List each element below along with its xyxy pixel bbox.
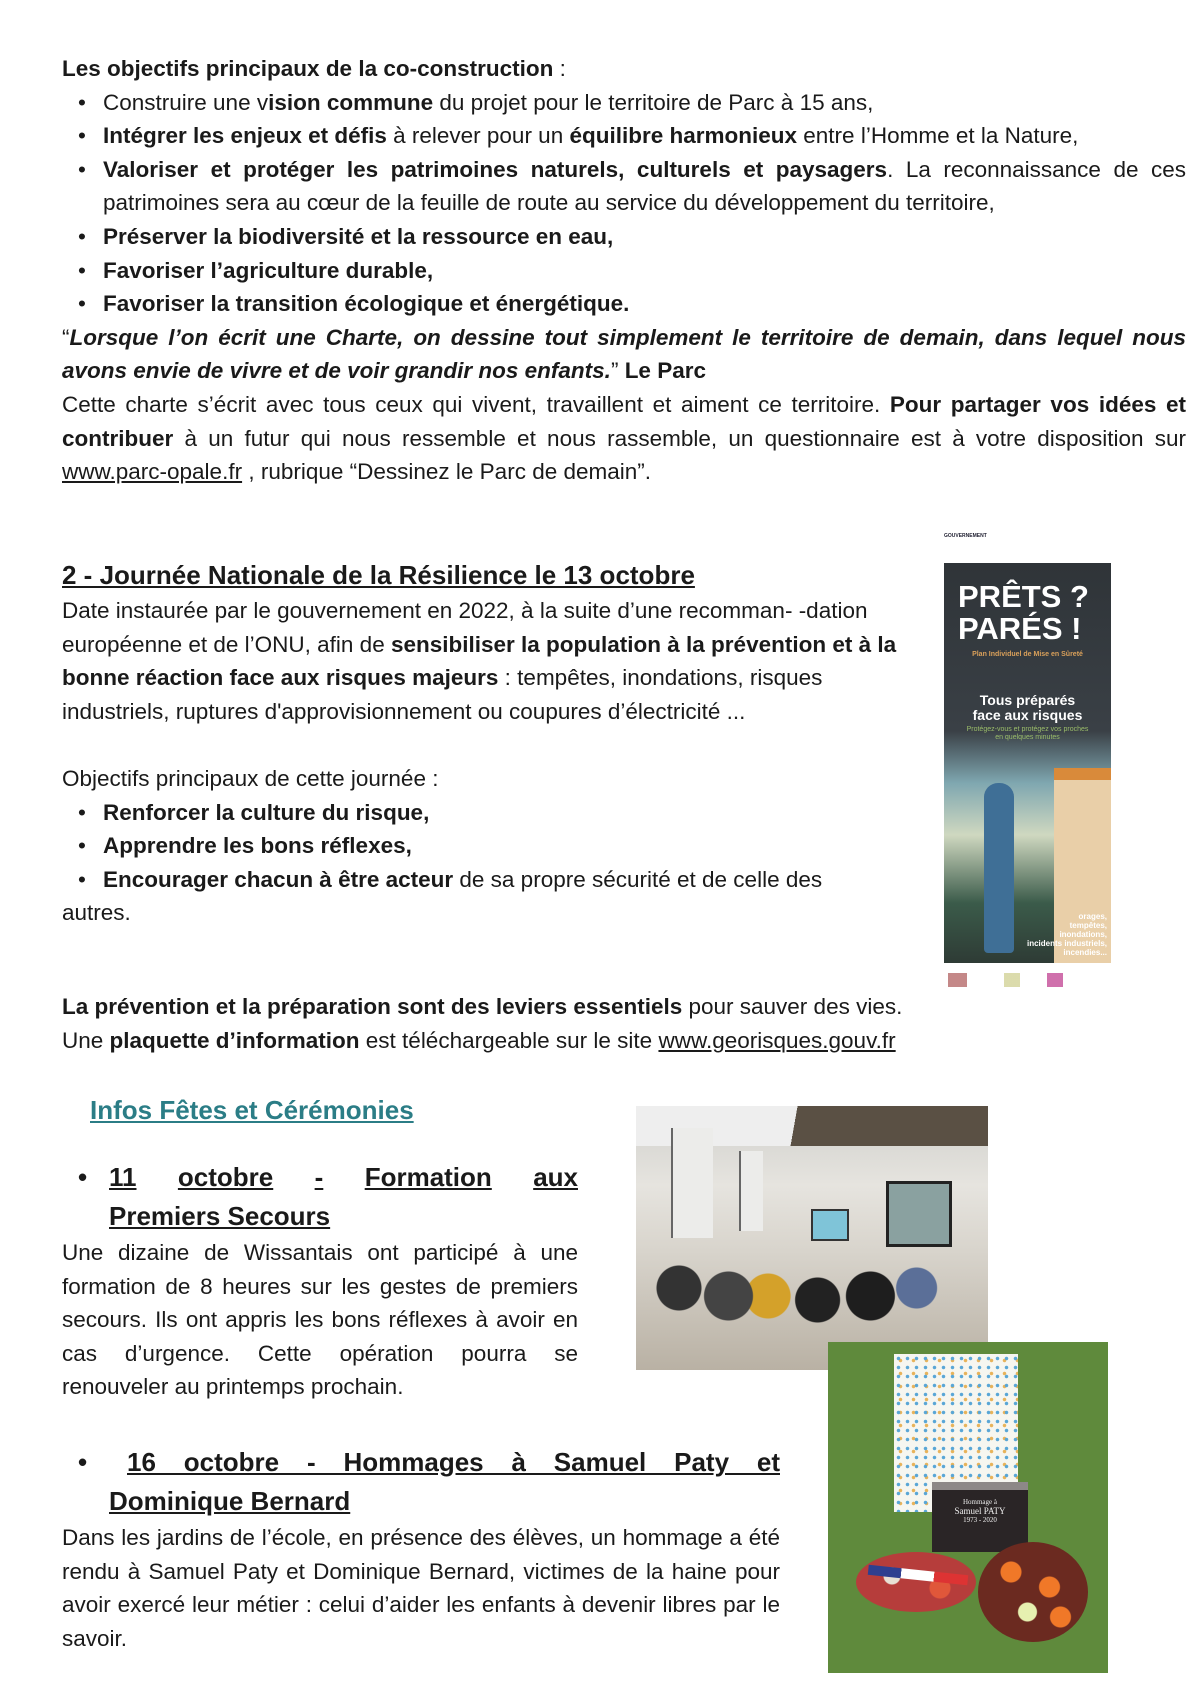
- poster-title: PRÊTS ? PARÉS !: [958, 579, 1089, 646]
- text-segment: du projet pour le territoire de Parc à 15 ans,: [433, 89, 874, 115]
- resilience-objectives: [62, 796, 902, 897]
- text-segment: plaquette d’information: [109, 1027, 360, 1053]
- link[interactable]: www.georisques.gouv.fr: [658, 1027, 896, 1053]
- text-segment: Valoriser et protéger les patrimoines naturels, culturels et paysagers: [103, 156, 888, 182]
- poster-subtitle: Plan Individuel de Mise en Sûreté: [972, 651, 1083, 658]
- text-segment: Date instaurée par le gouvernement en 2022, à la suite d’une recomman- -dation européenne et de l’ONU, afin de: [62, 598, 868, 657]
- text-segment: Les objectifs principaux de la co-construction: [62, 56, 554, 81]
- text-segment: Favoriser l’agriculture durable,: [103, 257, 434, 283]
- partner-logos: [948, 973, 1108, 987]
- parc-quote: [62, 321, 1186, 388]
- prets-pares-poster: [944, 533, 1120, 995]
- text-segment: La prévention et la préparation sont des leviers essentiels: [62, 994, 683, 1019]
- event-premiers-secours: [62, 1158, 578, 1404]
- section-title: Infos Fêtes et Cérémonies: [90, 1095, 414, 1125]
- gov-logo: GOUVERNEMENT: [944, 533, 987, 539]
- flower-bouquet: [978, 1542, 1088, 1642]
- list-item: [62, 863, 902, 897]
- event-title: • 11 octobre - Formation aux Premiers Secours: [78, 1162, 578, 1231]
- event-title: • 16 octobre - Hommages à Samuel Paty et Dominique Bernard: [78, 1447, 780, 1516]
- text-segment: Renforcer la culture du risque,: [103, 799, 430, 825]
- prevention-closing: [62, 990, 1162, 1057]
- text-segment: à un futur qui nous ressemble et nous rassemble, un questionnaire est à votre disposition sur: [173, 425, 1186, 451]
- text-segment: . La reconnaissance de ces patrimoines sera au cœur de la feuille de route au service du développement du territoire,: [103, 156, 1186, 216]
- list-item: [62, 153, 1186, 220]
- objectives-list: [62, 86, 1186, 321]
- text-segment: Une: [62, 1027, 110, 1053]
- text-segment: de sa propre sécurité et de celle des: [453, 866, 823, 892]
- link[interactable]: www.parc-opale.fr: [62, 459, 243, 485]
- charte-paragraph: [62, 388, 1186, 489]
- list-item: [62, 119, 1186, 153]
- text-segment: Apprendre les bons réflexes,: [103, 833, 412, 859]
- text-segment: sensibiliser la population à la prévention et à la bonne réaction face aux risques majeurs: [62, 631, 897, 691]
- event-text: Dans les jardins de l’école, en présence des élèves, un hommage a été rendu à Samuel Paty et Dominique Bernard, victimes de la haine pour avoir exercé leur métier : celui d’aider les enfants à devenir libres par le savoir.: [62, 1525, 780, 1651]
- formation-photo: [636, 1106, 988, 1370]
- text-segment: , rubrique “Dessinez le Parc de demain”.: [242, 459, 652, 485]
- event-hommages: [62, 1443, 780, 1655]
- poster-illustration: [944, 563, 1111, 963]
- list-item: [62, 220, 1186, 254]
- memorial-plaque: Hommage à Samuel PATY 1973 - 2020: [932, 1482, 1028, 1552]
- poster-sub: Protégez-vous et protégez vos proches en quelques minutes: [966, 726, 1089, 741]
- poster-tagline: Tous préparés face aux risques: [972, 692, 1083, 723]
- list-item: [62, 287, 1186, 321]
- event-text: Une dizaine de Wissantais ont participé à une formation de 8 heures sur les gestes de premiers secours. Ils ont appris les bons réflexes à avoir en cas d’urgence. Cette opération pourra se renouveler au printemps prochain.: [62, 1240, 578, 1400]
- closing-line: [62, 990, 1162, 1024]
- resilience-intro: [62, 594, 902, 728]
- text-segment: :: [553, 56, 566, 81]
- text-segment: Construire une v: [103, 89, 269, 115]
- section-title: 2 - Journée Nationale de la Résilience le 13 octobre: [62, 560, 695, 590]
- text-segment: équilibre harmonieux: [569, 123, 798, 149]
- text-segment: Favoriser la transition écologique et énergétique.: [103, 291, 630, 317]
- list-item: [62, 86, 1186, 120]
- text-segment: Pour partager vos idées et contribuer: [62, 391, 1186, 451]
- text-segment: “: [62, 324, 70, 350]
- text-segment: Intégrer les enjeux et défis: [103, 123, 387, 149]
- text-segment: ”: [610, 358, 625, 384]
- text-segment: Préserver la biodiversité et la ressource en eau,: [103, 223, 614, 249]
- text-segment: Encourager chacun à être acteur: [103, 866, 454, 892]
- closing-line-2: [62, 1024, 1162, 1058]
- text-segment: ision commune: [268, 89, 434, 115]
- section-objectives: [62, 52, 1186, 489]
- hommage-photo: [828, 1342, 1108, 1673]
- bullet-tail: autres.: [62, 900, 131, 926]
- text-segment: : tempêtes, inondations, risques industriels, ruptures d'approvisionnement ou coupures d’électricité ...: [62, 665, 823, 724]
- text-segment: à relever pour un: [386, 123, 570, 149]
- poster-risks: orages, tempêtes, inondations, incidents industriels, incendies...: [1026, 912, 1107, 957]
- list-item: [62, 254, 1186, 288]
- text-segment: est téléchargeable sur le site: [359, 1027, 659, 1053]
- text-segment: entre l’Homme et la Nature,: [797, 123, 1079, 149]
- person-shape: [984, 783, 1014, 953]
- text-segment: Lorsque l’on écrit une Charte, on dessine tout simplement le territoire de demain, dans lequel nous avons envie de vivre et de voir grandir nos enfants.: [62, 324, 1186, 384]
- text-segment: Le Parc: [624, 358, 706, 384]
- text-segment: Cette charte s’écrit avec tous ceux qui vivent, travaillent et aiment ce territoire.: [62, 391, 890, 417]
- objectives-label: Objectifs principaux de cette journée :: [62, 765, 439, 791]
- list-item: [62, 829, 902, 863]
- text-segment: pour sauver des vies.: [682, 994, 903, 1019]
- section-resilience: [62, 556, 902, 930]
- list-item: [62, 796, 902, 830]
- section-fetes-title: [90, 1094, 414, 1129]
- objectives-title: [62, 52, 1186, 86]
